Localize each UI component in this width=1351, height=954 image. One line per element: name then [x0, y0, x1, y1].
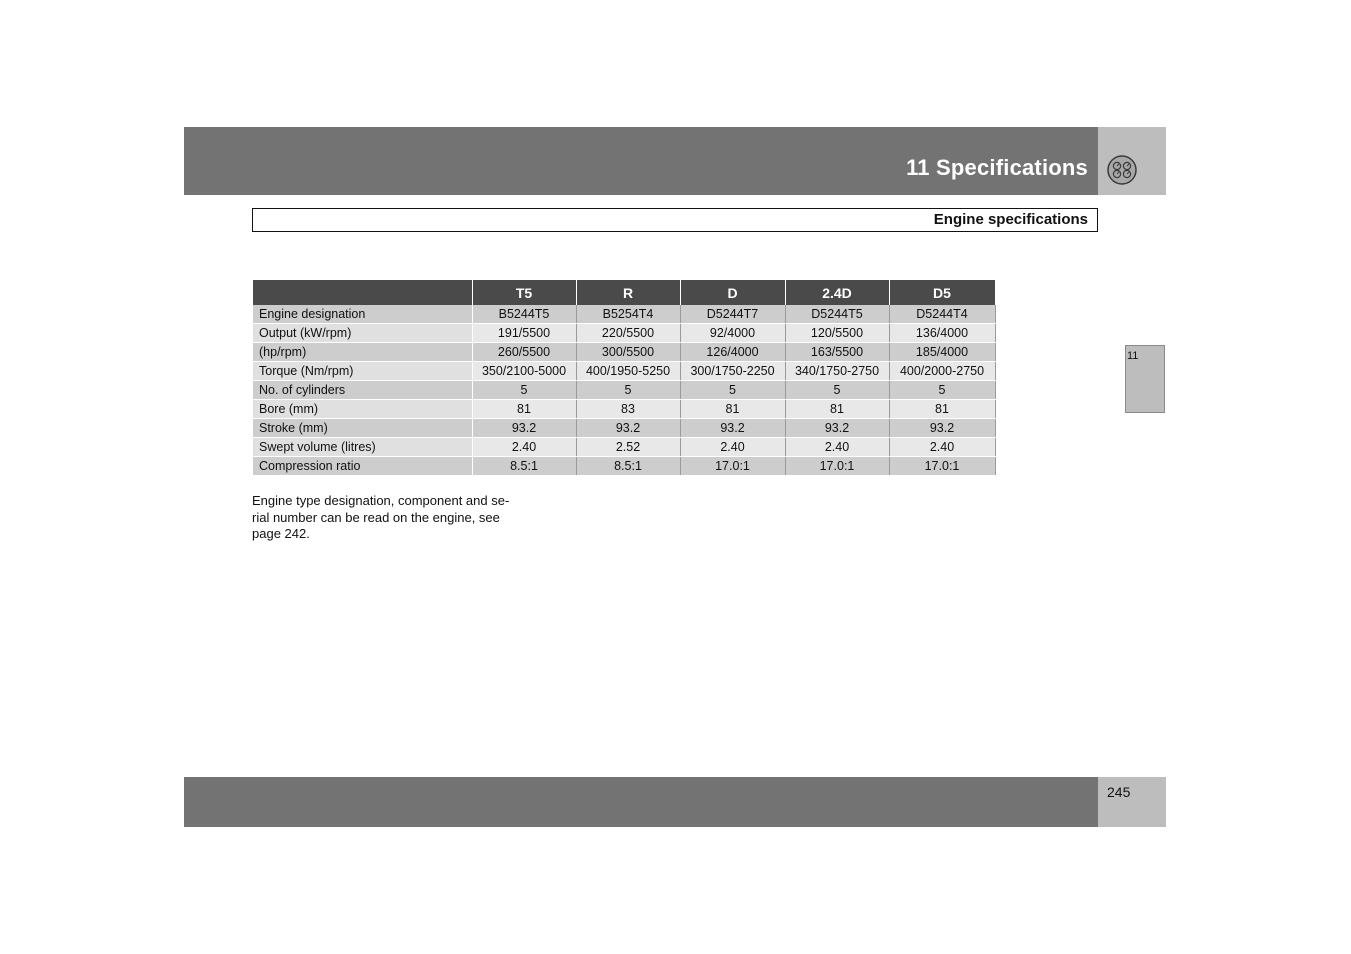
column-header: 2.4D: [785, 280, 889, 305]
table-cell: 185/4000: [889, 343, 995, 362]
table-row: [253, 381, 995, 400]
table-cell: B5254T4: [576, 305, 680, 324]
table-cell: 8.5:1: [576, 457, 680, 476]
table-cell: 400/2000-2750: [889, 362, 995, 381]
page-number: 245: [1107, 784, 1131, 800]
table-cell: 300/5500: [576, 343, 680, 362]
table-cell: 5: [889, 381, 995, 400]
table-cell: 81: [785, 400, 889, 419]
table-cell: 260/5500: [472, 343, 576, 362]
note-line: page 242.: [252, 526, 310, 541]
table-row: [253, 324, 995, 343]
table-row: [253, 438, 995, 457]
table-cell: 81: [889, 400, 995, 419]
table-cell: 93.2: [785, 419, 889, 438]
note-line: rial number can be read on the engine, see: [252, 509, 500, 525]
table-cell: 2.40: [680, 438, 785, 457]
row-label: Torque (Nm/rpm): [253, 362, 472, 381]
table-cell: 5: [680, 381, 785, 400]
table-cell: 350/2100-5000: [472, 362, 576, 381]
table-header-corner: [253, 280, 472, 305]
table-row: [253, 419, 995, 438]
column-header: R: [576, 280, 680, 305]
table-cell: B5244T5: [472, 305, 576, 324]
row-label: Compression ratio: [253, 457, 472, 476]
row-label: No. of cylinders: [253, 381, 472, 400]
row-label: Engine designation: [253, 305, 472, 324]
row-label: (hp/rpm): [253, 343, 472, 362]
column-header: D5: [889, 280, 995, 305]
table-cell: 93.2: [472, 419, 576, 438]
section-title: Engine specifications: [933, 211, 1088, 228]
gauge-cluster-icon: [1107, 155, 1137, 185]
row-label: Output (kW/rpm): [253, 324, 472, 343]
table-cell: 2.40: [785, 438, 889, 457]
table-cell: 2.40: [472, 438, 576, 457]
table-cell: 2.52: [576, 438, 680, 457]
table-cell: 163/5500: [785, 343, 889, 362]
engine-spec-table: [253, 280, 996, 476]
table-row: [253, 343, 995, 362]
chapter-title: 11 Specifications: [906, 155, 1088, 180]
chapter-side-tab[interactable]: [1125, 345, 1165, 413]
table-row: [253, 400, 995, 419]
table-cell: 81: [472, 400, 576, 419]
table-cell: D5244T5: [785, 305, 889, 324]
row-label: Bore (mm): [253, 400, 472, 419]
table-cell: 340/1750-2750: [785, 362, 889, 381]
table-cell: D5244T7: [680, 305, 785, 324]
table-cell: 83: [576, 400, 680, 419]
table-cell: 2.40: [889, 438, 995, 457]
table-cell: 17.0:1: [680, 457, 785, 476]
table-header-row: [253, 280, 995, 305]
table-cell: 93.2: [680, 419, 785, 438]
table-cell: 93.2: [889, 419, 995, 438]
table-row: [253, 305, 995, 324]
table-cell: 191/5500: [472, 324, 576, 343]
table-cell: 81: [680, 400, 785, 419]
footer-band: [184, 777, 1098, 827]
note-line: Engine type designation, component and se-: [252, 493, 510, 508]
side-tab-label: 11: [1127, 350, 1139, 362]
table-row: [253, 362, 995, 381]
table-cell: 120/5500: [785, 324, 889, 343]
engine-note: [252, 493, 522, 543]
table-cell: 126/4000: [680, 343, 785, 362]
table-cell: D5244T4: [889, 305, 995, 324]
table-cell: 400/1950-5250: [576, 362, 680, 381]
table-cell: 17.0:1: [889, 457, 995, 476]
table-cell: 5: [785, 381, 889, 400]
column-header: T5: [472, 280, 576, 305]
column-header: D: [680, 280, 785, 305]
row-label: Swept volume (litres): [253, 438, 472, 457]
table-cell: 5: [576, 381, 680, 400]
table-cell: 136/4000: [889, 324, 995, 343]
table-cell: 8.5:1: [472, 457, 576, 476]
table-row: [253, 457, 995, 476]
table-cell: 17.0:1: [785, 457, 889, 476]
table-cell: 5: [472, 381, 576, 400]
row-label: Stroke (mm): [253, 419, 472, 438]
section-header: [252, 208, 1098, 232]
table-cell: 92/4000: [680, 324, 785, 343]
table-cell: 300/1750-2250: [680, 362, 785, 381]
table-cell: 220/5500: [576, 324, 680, 343]
table-cell: 93.2: [576, 419, 680, 438]
